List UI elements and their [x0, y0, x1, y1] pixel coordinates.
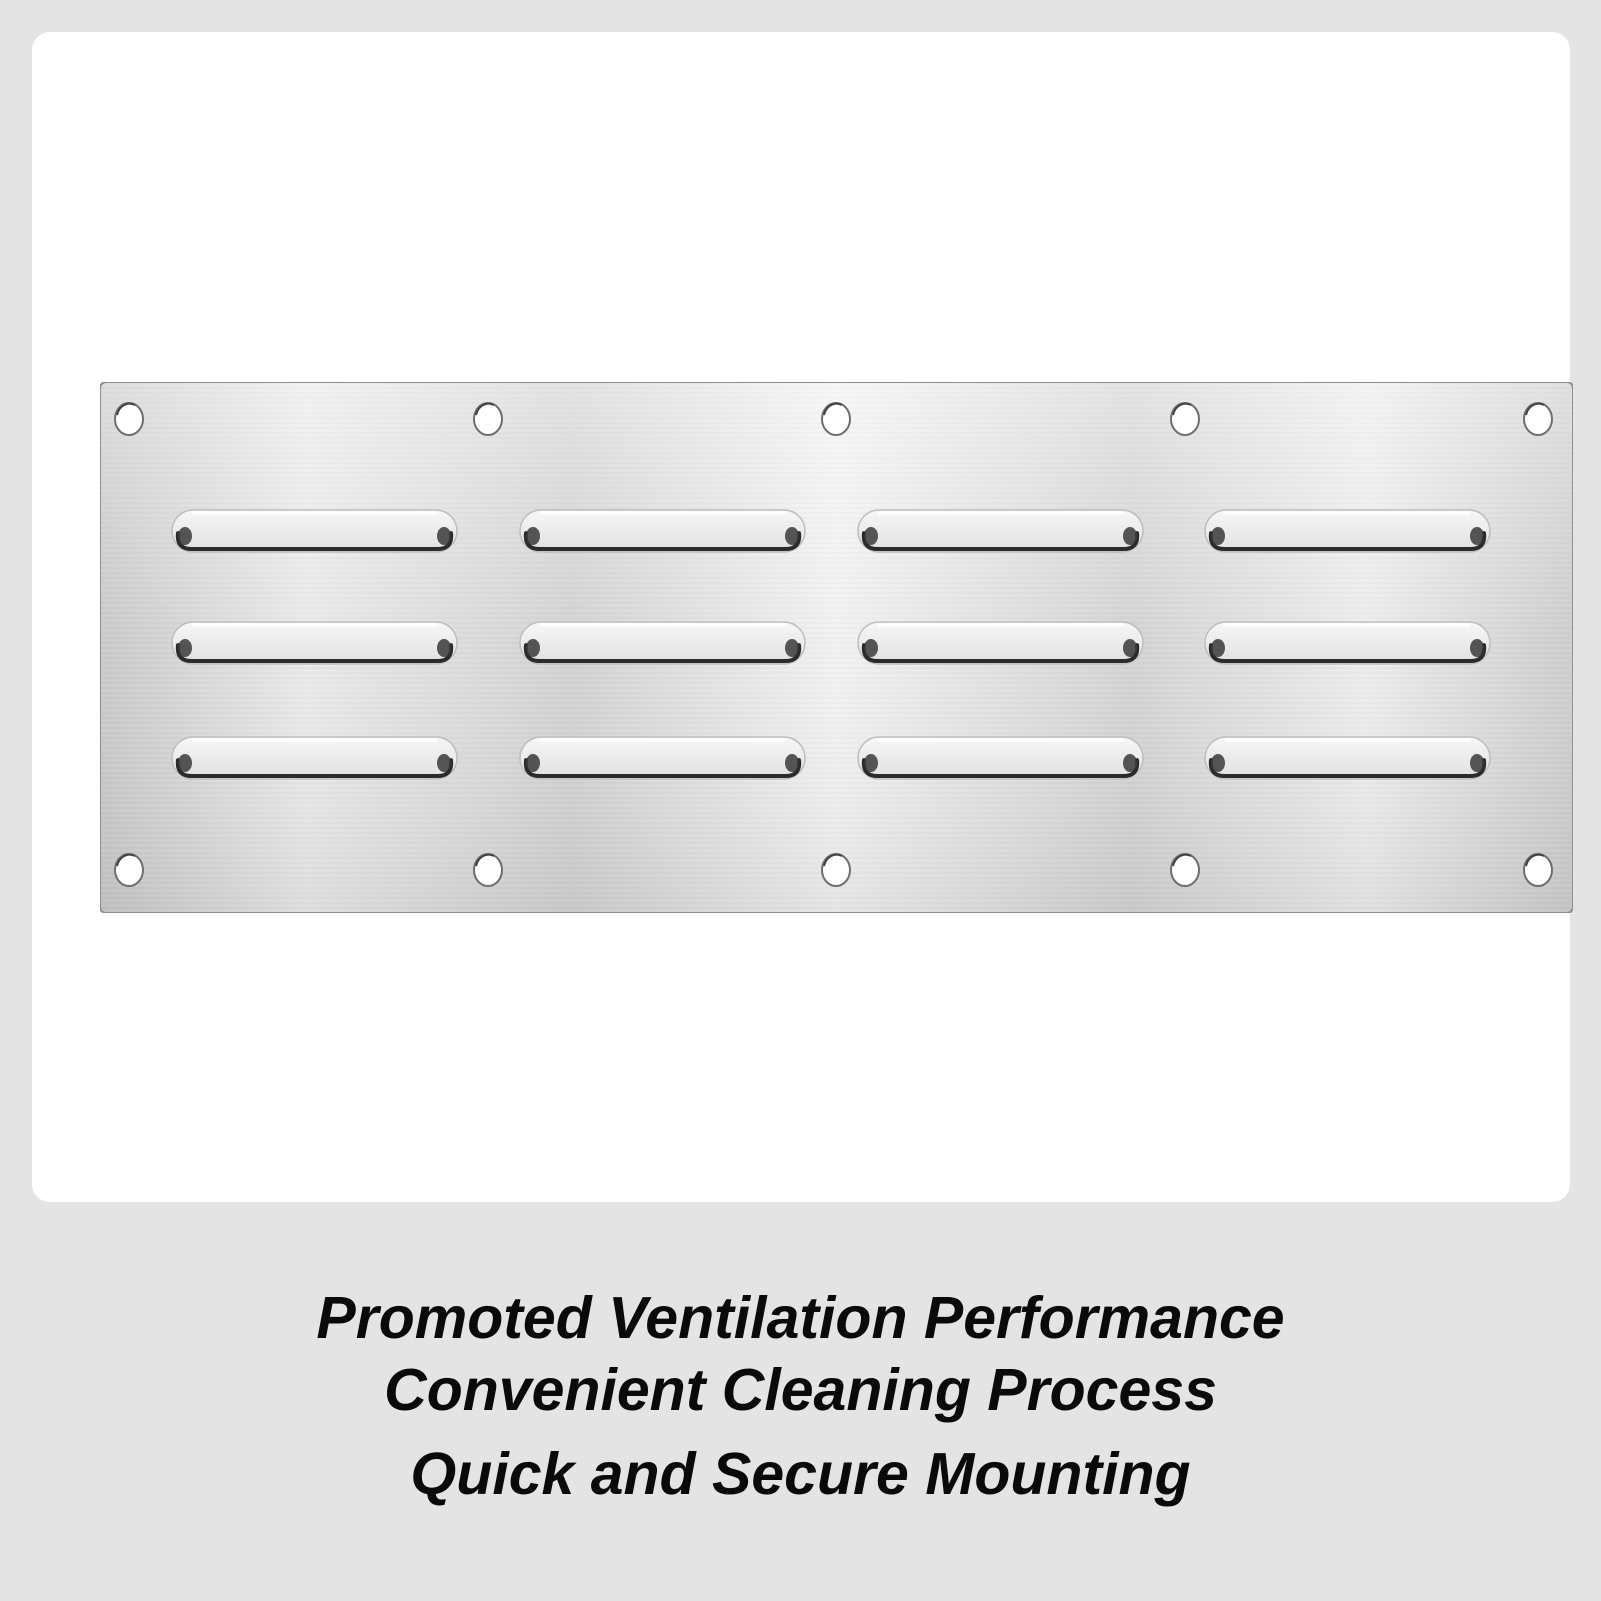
mounting-hole: [1171, 403, 1199, 435]
mounting-hole: [1524, 854, 1552, 886]
feature-cleaning: Convenient Cleaning Process: [384, 1357, 1217, 1423]
louver-slot: [858, 622, 1143, 664]
louver-slot: [520, 510, 805, 552]
louver-slot: [1205, 510, 1490, 552]
louver-slot: [858, 510, 1143, 552]
mounting-hole: [115, 403, 143, 435]
louver-slot: [1205, 622, 1490, 664]
louver-slot: [172, 622, 457, 664]
mounting-hole: [822, 854, 850, 886]
vent-panel-graphic: [100, 382, 1573, 913]
feature-ventilation: Promoted Ventilation Performance: [316, 1285, 1285, 1351]
feature-mounting: Quick and Secure Mounting: [410, 1441, 1191, 1507]
louver-slot: [520, 622, 805, 664]
mounting-hole: [474, 854, 502, 886]
product-image-card: [32, 32, 1570, 1202]
louver-slot: [1205, 737, 1490, 779]
louver-slot: [172, 510, 457, 552]
vent-panel-image: [100, 382, 1573, 913]
mounting-hole: [1171, 854, 1199, 886]
louver-slot: [858, 737, 1143, 779]
louver-slot: [172, 737, 457, 779]
mounting-hole: [115, 854, 143, 886]
feature-list: [0, 1282, 1601, 1510]
mounting-hole: [474, 403, 502, 435]
mounting-hole: [1524, 403, 1552, 435]
mounting-hole: [822, 403, 850, 435]
louver-slot: [520, 737, 805, 779]
